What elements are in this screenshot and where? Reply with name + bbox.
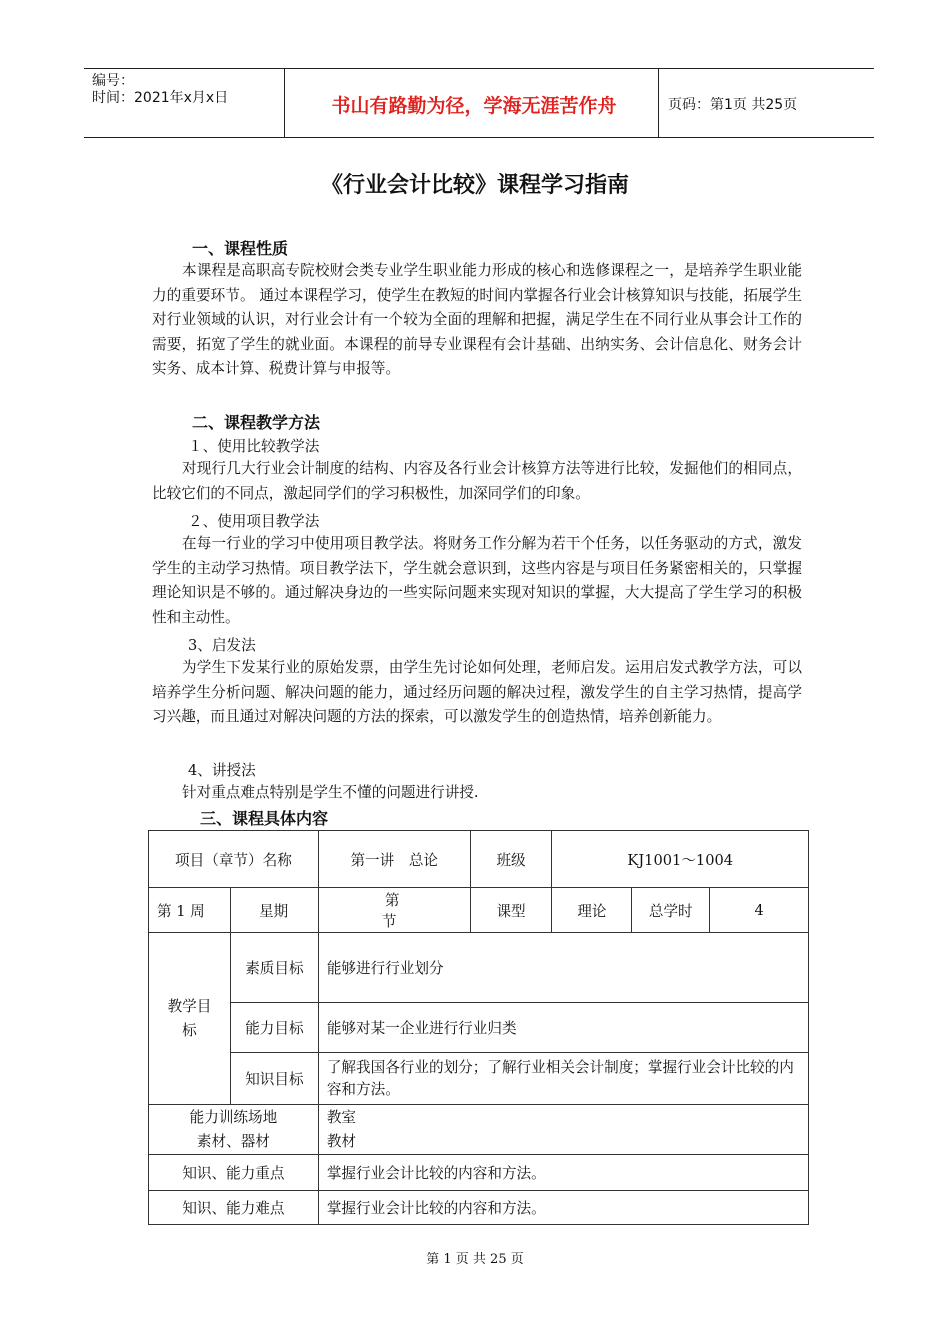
- course-content-table: [148, 830, 809, 1225]
- type-label-cell: 课型: [470, 888, 552, 933]
- project-value-cell: 第一讲 总论: [318, 831, 470, 888]
- header-motto: 书山有路勤为径，学海无涯苦作舟: [331, 95, 617, 117]
- table-row: [149, 1053, 809, 1105]
- method3-title: 3、启发法: [188, 637, 256, 654]
- table-row: [149, 888, 809, 933]
- table-row: [149, 831, 809, 888]
- method4-title: 4、讲授法: [188, 762, 256, 779]
- venue-value-line1: 教室: [326, 1108, 357, 1126]
- period-cell: [318, 888, 470, 933]
- ability-value-cell: 能够对某一企业进行行业归类: [318, 1003, 808, 1053]
- method4-body: 针对重点难点特别是学生不懂的问题进行讲授.: [182, 784, 479, 801]
- section1-body: 本课程是高职高专院校财会类专业学生职业能力形成的核心和选修课程之一，是培养学生职业能力的重要环节。 通过本课程学习，使学生在教短的时间内掌握各行业会计核算知识与技能，拓展学生对行业领域的认识，对行业会计有一个较为全面的理解和把握，满足学生在不同行业从事会计工作的需要，拓宽了学生的就业面。本课程的前导专业课程有会计基础、出纳实务、会计信息化、财务会计实务、成本计算、税费计算与申报等。: [152, 262, 802, 377]
- project-label-cell: 项目（章节）名称: [149, 831, 319, 888]
- period-di: 第: [384, 892, 400, 909]
- venue-label-cell: [149, 1105, 319, 1155]
- page-footer: 第 1 页 共 25 页: [426, 1252, 524, 1267]
- hard-label-cell: 知识、能力难点: [149, 1191, 319, 1225]
- section2-heading: 二、课程教学方法: [192, 413, 321, 432]
- class-label-cell: 班级: [470, 831, 552, 888]
- venue-value-line2: 教材: [326, 1132, 357, 1150]
- week-label: 第 1 周: [157, 902, 205, 920]
- hard-value-cell: 掌握行业会计比较的内容和方法。: [318, 1191, 808, 1225]
- method2-body: 在每一行业的学习中使用项目教学法。将财务工作分解为若干个任务，以任务驱动的方式，激发学生的主动学习热情。项目教学法下，学生就会意识到，这些内容是与项目任务紧密相关的，只掌握理论知识是不够的。通过解决身边的一些实际问题来实现对知识的掌握，大大提高了学生学习的积极性和主动性。: [152, 535, 802, 626]
- table-row: [149, 1003, 809, 1053]
- page-header: [84, 68, 874, 138]
- header-meta: [92, 73, 228, 107]
- type-value-cell: 理论: [552, 888, 632, 933]
- weekday-cell: [230, 888, 318, 933]
- weekday-label: 星期: [258, 902, 289, 920]
- ability-label-cell: 能力目标: [230, 1003, 318, 1053]
- table-row: [149, 1155, 809, 1191]
- method3-body: 为学生下发某行业的原始发票，由学生先讨论如何处理，老师启发。运用启发式教学方法，可以培养学生分析问题、解决问题的能力，通过经历问题的解决过程，激发学生的自主学习热情，提高学习兴趣，而且通过对解决问题的方法的探索，可以激发学生的创造热情，培养创新能力。: [152, 659, 802, 725]
- key-value-cell: 掌握行业会计比较的内容和方法。: [318, 1155, 808, 1191]
- method2-title: ２、使用项目教学法: [188, 513, 320, 530]
- hours-label-cell: 总学时: [632, 888, 710, 933]
- hours-value-cell: 4: [710, 888, 809, 933]
- method1-title: １、使用比较教学法: [188, 438, 320, 455]
- section3-heading: 三、课程具体内容: [200, 809, 329, 828]
- table-row: [149, 933, 809, 1003]
- number-label: 编号：: [92, 73, 134, 89]
- knowledge-value-cell: 了解我国各行业的划分；了解行业相关会计制度；掌握行业会计比较的内容和方法。: [318, 1053, 808, 1105]
- venue-label-line2: 素材、器材: [196, 1132, 270, 1150]
- period-jie: 节: [381, 913, 397, 930]
- quality-label-cell: 素质目标: [230, 933, 318, 1003]
- method1-body: 对现行几大行业会计制度的结构、内容及各行业会计核算方法等进行比较，发掘他们的相同点，比较它们的不同点，激起同学们的学习积极性，加深同学们的印象。: [152, 460, 802, 502]
- document-title: 《行业会计比较》课程学习指南: [320, 173, 629, 198]
- table-row: [149, 1191, 809, 1225]
- section1-heading: 一、课程性质: [192, 239, 289, 258]
- venue-label-line1: 能力训练场地: [189, 1108, 278, 1126]
- quality-value-cell: 能够进行行业划分: [318, 933, 808, 1003]
- week-cell: [149, 888, 231, 933]
- table-row: [149, 1105, 809, 1155]
- goals-label-cell: 教学目标: [149, 933, 231, 1105]
- venue-value-cell: [318, 1105, 808, 1155]
- header-divider: [284, 69, 285, 137]
- knowledge-label-cell: 知识目标: [230, 1053, 318, 1105]
- header-page-number: 页码：第1页 共25页: [668, 97, 798, 113]
- key-label-cell: 知识、能力重点: [149, 1155, 319, 1191]
- time-label: 时间：2021年x月x日: [92, 90, 229, 106]
- class-value-cell: KJ1001～1004: [552, 831, 809, 888]
